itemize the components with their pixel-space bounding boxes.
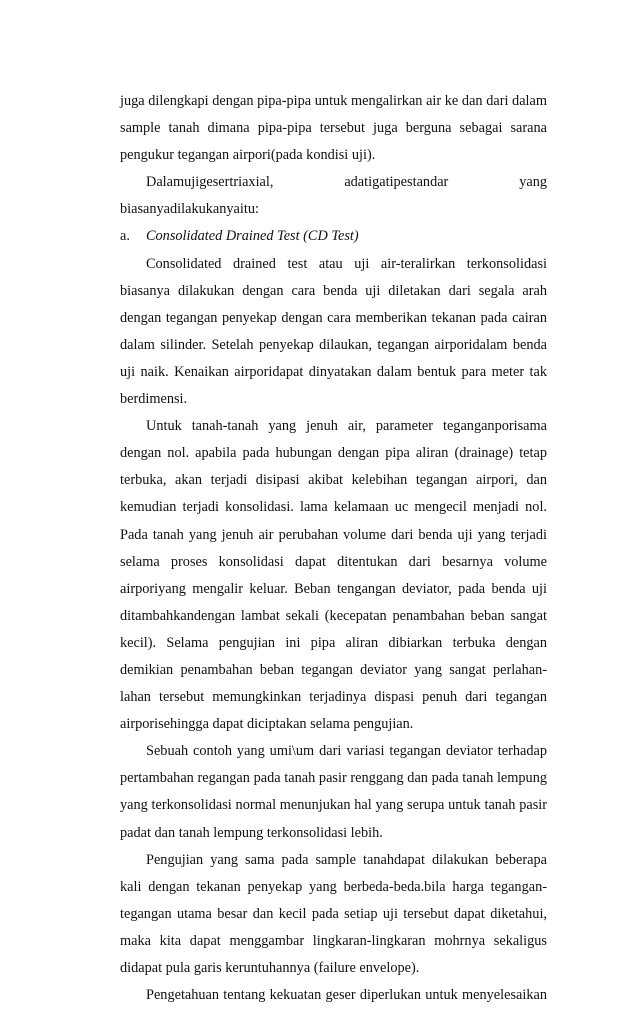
list-item-number: a. (120, 228, 130, 245)
paragraph-intro: juga dilengkapi dengan pipa-pipa untuk mengalirkan air ke dan dari dalam sample tanah dimana pipa-pipa tersebut juga berguna sebagai sarana pengukur tegangan airpori(pada kondisi uji). (120, 93, 547, 164)
paragraph-saturated-soil: Untuk tanah-tanah yang jenuh air, parameter teganganporisama dengan nol. apabila pada hubungan dengan pipa aliran (drainage) tetap terbuka, akan terjadi disipasi akibat kelebihan tegangan airpori, dan kemudian terjadi konsolidasi. lama kelamaan uc mengecil menjadi nol. Pada tanah yang jenuh air perubahan volume dari benda uji yang terjadi selama proses konsolidasi dapat ditentukan dari besarnya volume airporiyang mengalir keluar. Beban tengangan deviator, pada benda uji ditambahkandengan lambat sekali (kecepatan penambahan beban sangat kecil). Selama pengujian ini pipa aliran dibiarkan terbuka dengan demikian penambahan beban tegangan deviator yang sangat perlahan-lahan tersebut memungkinkan terjadinya dispasi penuh dari tegangan airporisehingga dapat diciptakan selama pengujian. (120, 418, 547, 733)
paragraph-repeated-test: Pengujian yang sama pada sample tanahdapat dilakukan beberapa kali dengan tekanan penyekap yang berbeda-beda.bila harga tegangan-tegangan utama besar dan kecil pada setiap uji tersebut dapat diketahui, maka kita dapat menggambar lingkaran-lingkaran mohrnya sekaligus didapat pula garis keruntuhannya (failure envelope). (120, 851, 547, 976)
list-item-cd-test (120, 223, 547, 250)
paragraph-example: Sebuah contoh yang umi\um dari variasi tegangan deviator terhadap pertambahan regangan pada tanah pasir renggang dan pada tanah lempung yang terkonsolidasi normal menunjukan hal yang serupa untuk tanah pasir padat dan tanah lempung terkonsolidasi lebih. (120, 743, 547, 841)
paragraph-shear-strength: Pengetahuan tentang kekuatan geser diperlukan untuk menyelesaikan (146, 987, 547, 1004)
paragraph-test-types: Dalamujigesertriaxial, adatigatipestandar yang biasanyadilakukanyaitu: (120, 174, 547, 218)
paragraph-cd-test: Consolidated drained test atau uji air-teralirkan terkonsolidasi biasanya dilakukan dengan cara benda uji diletakan dari segala arah dengan tegangan penyekap dengan cara memberikan tekanan pada cairan dalam silinder. Setelah penyekap dilaukan, tegangan airporidalam benda uji naik. Kenaikan airporidapat dinyatakan dalam bentuk para meter tak berdimensi. (120, 255, 547, 408)
list-item-label: Consolidated Drained Test (CD Test) (146, 228, 359, 245)
body-text (120, 88, 547, 1009)
